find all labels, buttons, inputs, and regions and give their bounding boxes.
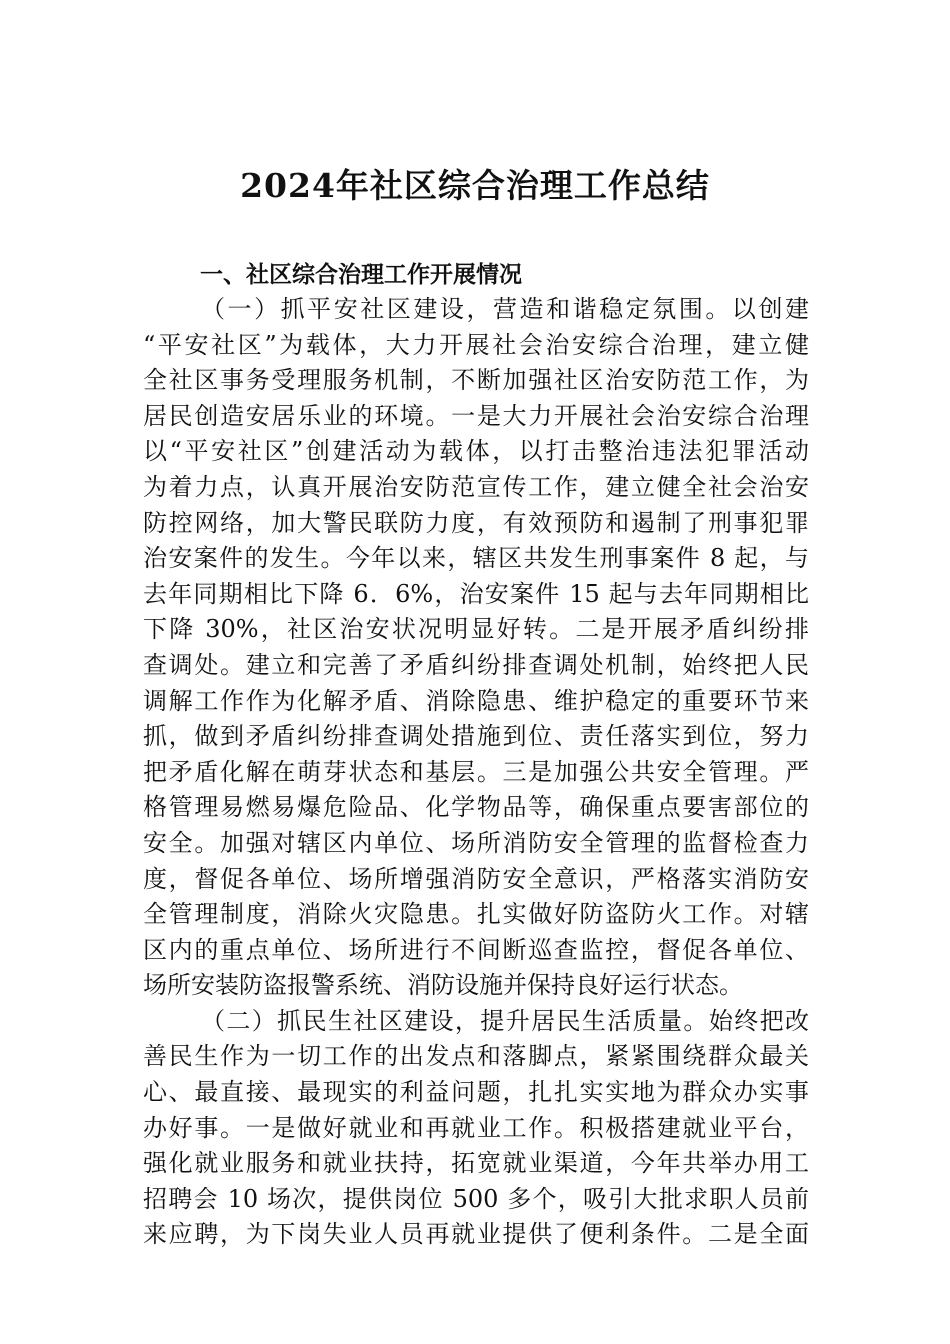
document-title: 2024年社区综合治理工作总结 xyxy=(240,166,710,205)
paragraph-line: 办好事。一是做好就业和再就业工作。积极搭建就业平台， xyxy=(143,1113,809,1142)
paragraph-line: 治安案件的发生。今年以来，辖区共发生刑事案件 8 起，与 xyxy=(143,544,809,573)
paragraph-line: 查调处。建立和完善了矛盾纠纷排查调处机制，始终把人民 xyxy=(143,650,809,679)
paragraph-line: 抓，做到矛盾纠纷排查调处措施到位、责任落实到位，努力 xyxy=(143,722,809,751)
paragraph-line: 区内的重点单位、场所进行不间断巡查监控，督促各单位、 xyxy=(143,935,809,964)
paragraph-line: 去年同期相比下降 6．6%，治安案件 15 起与去年同期相比 xyxy=(143,579,809,608)
paragraph-line: 善民生作为一切工作的出发点和落脚点，紧紧围绕群众最关 xyxy=(143,1042,809,1071)
paragraph-line: “平安社区”为载体，大力开展社会治安综合治理，建立健 xyxy=(143,330,809,359)
paragraph-line: 下降 30%，社区治安状况明显好转。二是开展矛盾纠纷排 xyxy=(143,615,809,644)
paragraph-line: 调解工作作为化解矛盾、消除隐患、维护稳定的重要环节来 xyxy=(143,686,809,715)
section-heading: 一、社区综合治理工作开展情况 xyxy=(200,262,522,288)
paragraph-line: 把矛盾化解在萌芽状态和基层。三是加强公共安全管理。严 xyxy=(143,757,809,786)
body-text xyxy=(143,292,809,1253)
paragraph-line: 来应聘，为下岗失业人员再就业提供了便利条件。二是全面 xyxy=(143,1220,809,1249)
paragraph-line: （一）抓平安社区建设，营造和谐稳定氛围。以创建 xyxy=(201,295,809,323)
paragraph-line: 场所安装防盗报警系统、消防设施并保持良好运行状态。 xyxy=(143,971,743,1000)
paragraph-line: 心、最直接、最现实的利益问题，扎扎实实地为群众办实事 xyxy=(143,1078,809,1107)
paragraph-line: 防控网络，加大警民联防力度，有效预防和遏制了刑事犯罪 xyxy=(143,508,809,537)
paragraph-line: 格管理易燃易爆危险品、化学物品等，确保重点要害部位的 xyxy=(143,793,809,822)
paragraph-line: 全管理制度，消除火灾隐患。扎实做好防盗防火工作。对辖 xyxy=(143,900,809,929)
paragraph-line: 安全。加强对辖区内单位、场所消防安全管理的监督检查力 xyxy=(143,828,809,857)
paragraph-line: 全社区事务受理服务机制，不断加强社区治安防范工作，为 xyxy=(143,366,809,395)
paragraph-line: 度，督促各单位、场所增强消防安全意识，严格落实消防安 xyxy=(143,864,809,893)
paragraph-line: 招聘会 10 场次，提供岗位 500 多个，吸引大批求职人员前 xyxy=(143,1184,809,1213)
paragraph-line: 居民创造安居乐业的环境。一是大力开展社会治安综合治理 xyxy=(143,401,809,430)
paragraph-line: 以“平安社区”创建活动为载体，以打击整治违法犯罪活动 xyxy=(143,437,809,466)
paragraph-line: 为着力点，认真开展治安防范宣传工作，建立健全社会治安 xyxy=(143,472,809,501)
paragraph-line: （二）抓民生社区建设，提升居民生活质量。始终把改 xyxy=(201,1006,809,1035)
paragraph-line: 强化就业服务和就业扶持，拓宽就业渠道，今年共举办用工 xyxy=(143,1149,809,1178)
